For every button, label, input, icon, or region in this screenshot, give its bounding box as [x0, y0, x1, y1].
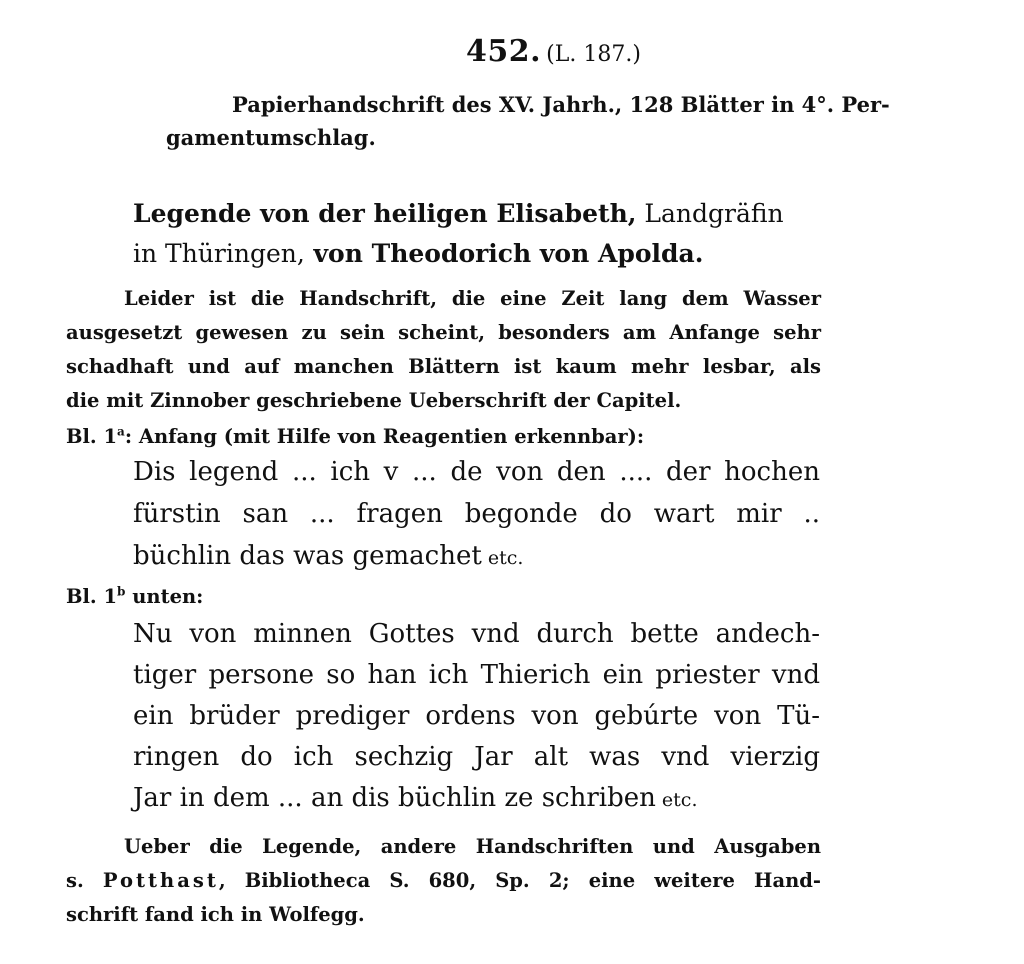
- quote1-line-1: Dis legend ... ich v ... de von den .... der hochen: [133, 457, 820, 487]
- intro-line-3: schadhaft und auf manchen Blättern ist kaum mehr lesbar, als: [66, 355, 821, 378]
- title-line-1: [133, 195, 784, 233]
- intro-line-1: Leider ist die Handschrift, die eine Zeit lang dem Wasser: [124, 287, 821, 310]
- quote1-line-2: fürstin san ... fragen begonde do wart mir ..: [133, 499, 820, 529]
- quote2-line-2: tiger persone so han ich Thierich ein priester vnd: [133, 660, 820, 690]
- section1-label: Bl. 1$^a$: Anfang (mit Hilfe von Reagentien erkennbar):: [66, 424, 645, 448]
- description-line-2: gamentumschlag.: [166, 125, 376, 150]
- catalog-number: 452.: [466, 34, 542, 69]
- catalog-reference: (L. 187.): [546, 42, 641, 67]
- quote2-line-5: Jar in dem ... an dis büchlin ze schriben etc.: [133, 783, 698, 813]
- author-name: Potthast: [102, 869, 219, 892]
- quote2-line-3: ein brüder prediger ordens von gebúrte von Tü-: [133, 701, 820, 731]
- closing-line-3: schrift fand ich in Wolfegg.: [66, 903, 365, 926]
- quote2-line-1: Nu von minnen Gottes vnd durch bette andech-: [133, 619, 820, 649]
- title-bold-part-2: von Theodorich von Apolda.: [304, 239, 704, 268]
- description-line-1: Papierhandschrift des XV. Jahrh., 128 Blätter in 4°. Per-: [232, 92, 890, 117]
- intro-line-4: die mit Zinnober geschriebene Ueberschrift der Capitel.: [66, 389, 682, 412]
- title-regular-part-2: in Thüringen,: [133, 239, 305, 268]
- title-bold-part: Legende von der heiligen Elisabeth,: [133, 199, 637, 228]
- title-line-2: [133, 235, 703, 273]
- intro-line-2: ausgesetzt gewesen zu sein scheint, besonders am Anfange sehr: [66, 321, 821, 344]
- section2-label: Bl. 1$^b$ unten:: [66, 584, 204, 608]
- quote2-line-4: ringen do ich sechzig Jar alt was vnd vierzig: [133, 742, 820, 772]
- closing-line-1: Ueber die Legende, andere Handschriften und Ausgaben: [124, 835, 821, 858]
- closing-line-2: s. Potthast, Bibliotheca S. 680, Sp. 2; eine weitere Hand-: [66, 869, 822, 892]
- quote1-line-3: büchlin das was gemachet etc.: [133, 541, 524, 571]
- catalog-header: [466, 34, 641, 69]
- title-regular-part: Landgräfin: [636, 199, 784, 228]
